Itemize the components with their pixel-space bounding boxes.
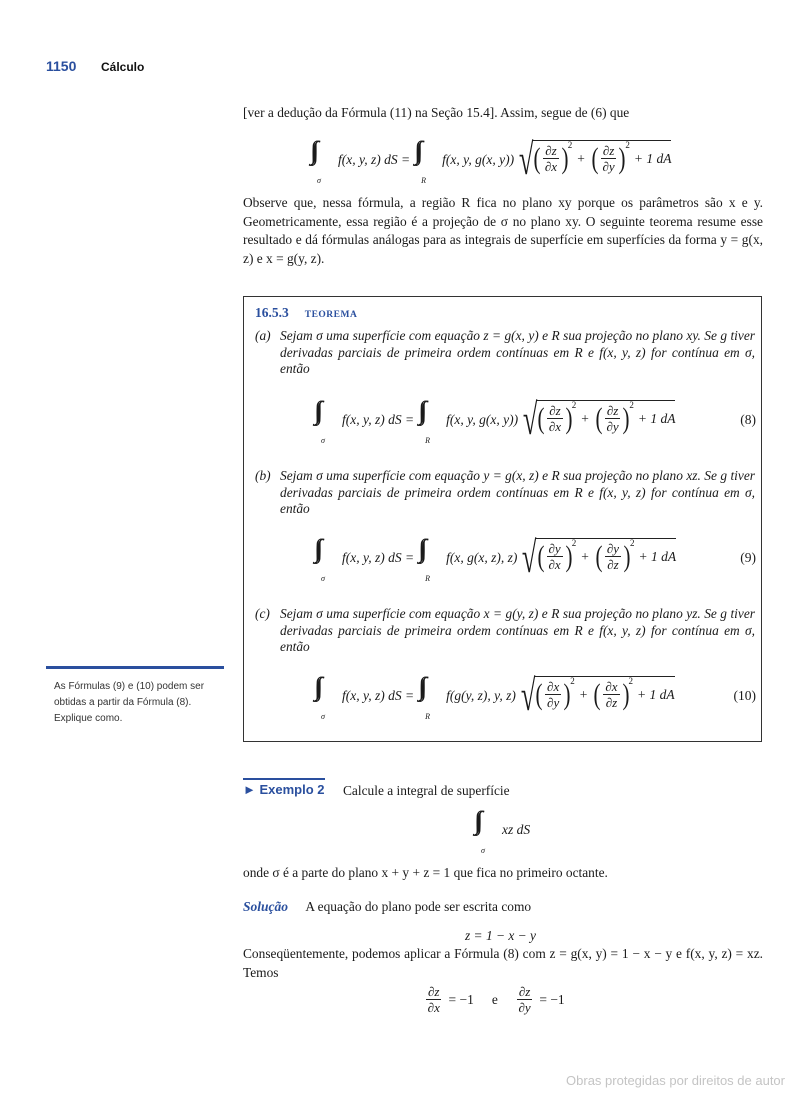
example-rule	[243, 778, 325, 780]
solution-paragraph: Conseqüentemente, podemos aplicar a Fórmula (8) com z = g(x, y) = 1 − x − y e f(x, y, z) = xz. Temos	[243, 946, 763, 980]
equation-number: (9)	[740, 550, 756, 565]
equation-lhs: f(x, y, z) dS =	[338, 152, 411, 167]
theorem-heading	[255, 304, 357, 322]
double-integral-icon: R	[425, 436, 430, 445]
side-note-text: As Fórmulas (9) e (10) podem ser obtidas a partir da Fórmula (8). Explique como.	[54, 681, 205, 724]
intro-equation	[312, 135, 672, 185]
equation-10: σ f(x, y, z) dS = R f(g(y, z), y, z) √ ( $\frac{\partial x}{\partial y}$ ) 2 + ( $\frac{\partial x}{\partial z}$ ) 2 + 1 dA (10)	[316, 674, 756, 718]
solution-label: Solução	[243, 899, 289, 914]
solution-intro	[243, 898, 763, 917]
example-label: ► Exemplo 2	[243, 782, 325, 797]
theorem-item-b: (b) Sejam σ uma superfície com equação y = g(x, z) e R sua projeção no plano xz. Se g tiver derivadas parciais de primeira ordem contínuas em R e f(x, y, z) for contínua em σ, então	[255, 468, 755, 516]
sqrt-icon: √ ( $\frac{\partial z}{\partial x}$ ) 2 + ( $\frac{\partial z}{\partial y}$ ) 2 + 1 dA	[522, 395, 676, 444]
intro-line: [ver a dedução da Fórmula (11) na Seção 15.4]. Assim, segue de (6) que	[243, 105, 630, 120]
sqrt-icon: √ ( $\frac{\partial y}{\partial x}$ ) 2 + ( $\frac{\partial y}{\partial z}$ ) 2 + 1 dA	[522, 533, 677, 582]
double-integral-icon: R	[425, 574, 430, 583]
solution-equation: z = 1 − x − y	[465, 928, 536, 943]
sqrt-icon: √ ( $\frac{\partial z}{\partial x}$ ) 2 + ( $\frac{\partial z}{\partial y}$ ) 2 + 1 dA	[518, 135, 672, 184]
partial-derivatives: $\frac{\partial z}{\partial x}$ = −1 e $\frac{\partial z}{\partial y}$ = −1	[427, 984, 565, 1015]
equation-8: σ f(x, y, z) dS = R f(x, y, g(x, y)) √ ( $\frac{\partial z}{\partial x}$ ) 2 + ( $\frac{\partial z}{\partial y}$ ) 2 + 1 dA (8)	[316, 398, 756, 442]
page-number: 1150	[46, 58, 77, 74]
equation-rhs-function: f(x, y, g(x, y))	[442, 152, 515, 167]
theorem-item-c: (c) Sejam σ uma superfície com equação x = g(y, z) e R sua projeção no plano yz. Se g tiver derivadas parciais de primeira ordem contínuas em R e f(x, y, z) for contínua em σ, então	[255, 606, 755, 654]
double-integral-icon: σ	[317, 176, 321, 185]
double-integral-icon: R	[421, 176, 426, 185]
double-integral-icon: R	[425, 712, 430, 721]
chapter-title: Cálculo	[101, 60, 145, 74]
equation-9: σ f(x, y, z) dS = R f(x, g(x, z), z) √ ( $\frac{\partial y}{\partial x}$ ) 2 + ( $\frac{\partial y}{\partial z}$ ) 2 + 1 dA (9)	[316, 536, 756, 580]
example-intro: Calcule a integral de superfície	[343, 783, 510, 798]
side-note	[46, 666, 224, 727]
theorem-item-a: (a) Sejam σ uma superfície com equação z = g(x, y) e R sua projeção no plano xy. Se g tiver derivadas parciais de primeira ordem contínuas em R e f(x, y, z) for contínua em σ, então	[255, 328, 755, 376]
sqrt-icon: √ ( $\frac{\partial x}{\partial y}$ ) 2 + ( $\frac{\partial x}{\partial z}$ ) 2 + 1 dA	[520, 671, 675, 720]
double-integral-icon: σ	[321, 574, 325, 583]
equation-number: (8)	[740, 412, 756, 427]
example-integral: σ xz dS	[476, 812, 530, 848]
example-where: onde σ é a parte do plano x + y + z = 1 que fica no primeiro octante.	[243, 865, 608, 880]
watermark: Obras protegidas por direitos de autor	[566, 1073, 785, 1088]
theorem-number: 16.5.3	[255, 305, 289, 320]
solution-line: A equação do plano pode ser escrita como	[305, 899, 532, 914]
theorem-label: TEOREMA	[304, 310, 358, 320]
double-integral-icon: σ	[321, 712, 325, 721]
equation-number: (10)	[733, 688, 756, 703]
intro-paragraph: Observe que, nessa fórmula, a região R fica no plano xy porque os parâmetros são x e y. Geometricamente, essa região é a projeção de σ no plano xy. O seguinte teorema resume esse resultado e dá fórmulas análogas para as integrais de superfície em superfícies da forma y = g(x, z) e x = g(y, z).	[243, 195, 763, 266]
double-integral-icon: σ	[481, 846, 485, 855]
double-integral-icon: σ	[321, 436, 325, 445]
